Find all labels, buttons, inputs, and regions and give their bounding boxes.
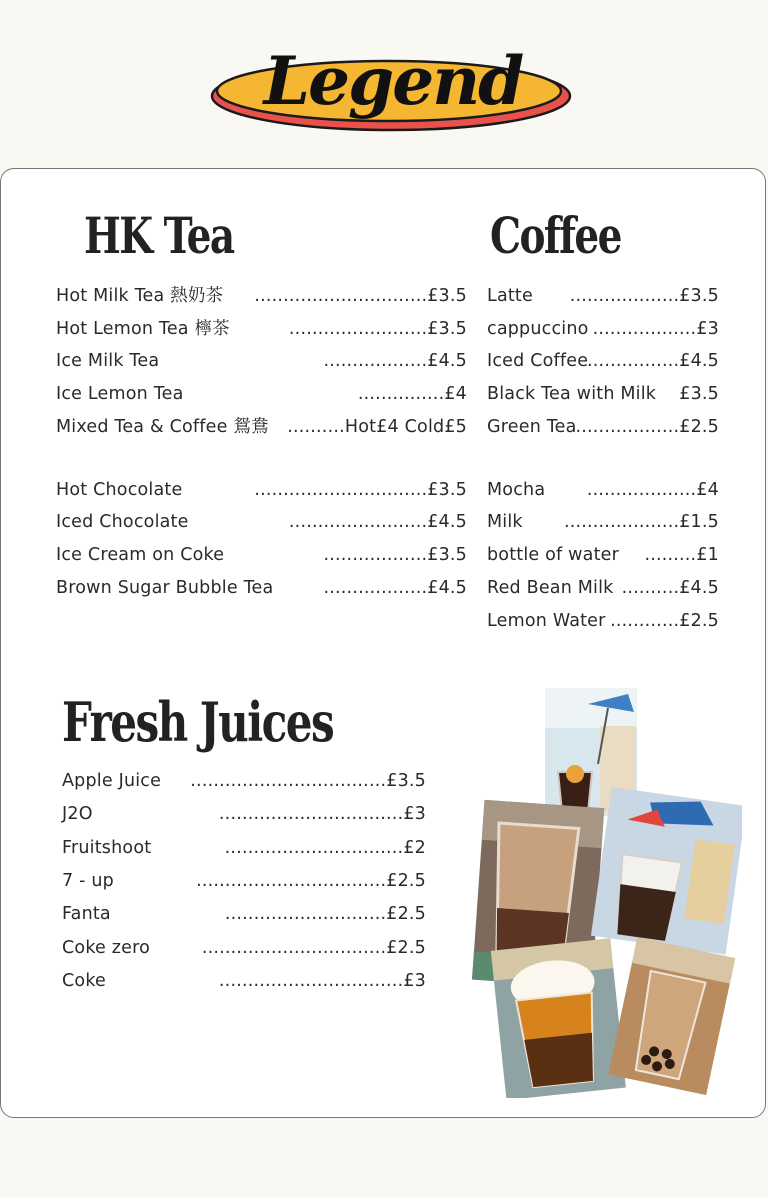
item-price: ....................£1.5 xyxy=(563,512,719,532)
item-name: Black Tea with Milk xyxy=(487,384,657,404)
item-name: Milk xyxy=(487,512,523,532)
menu-item xyxy=(62,970,426,992)
item-price: ...............................£2 xyxy=(224,838,426,858)
item-price: ........................£4.5 xyxy=(288,512,467,532)
menu-item xyxy=(487,544,719,566)
item-name: J2O xyxy=(62,804,93,824)
item-price: ........................£3.5 xyxy=(288,319,467,339)
menu-item xyxy=(56,577,467,599)
menu-item xyxy=(56,318,467,340)
item-name: Ice Cream on Coke xyxy=(56,545,225,565)
item-name: Iced Chocolate xyxy=(56,512,189,532)
item-name: Green Tea xyxy=(487,417,577,437)
item-price: ..................£4.5 xyxy=(323,351,467,371)
item-name: Ice Milk Tea xyxy=(56,351,160,371)
legend-logo xyxy=(210,26,572,136)
hk-tea-heading: HK Tea xyxy=(84,206,234,265)
menu-item xyxy=(62,837,426,859)
logo-text: Legend xyxy=(263,42,523,120)
item-price: ..............................£3.5 xyxy=(254,286,467,306)
menu-item xyxy=(487,511,719,533)
item-name: Red Bean Milk xyxy=(487,578,614,598)
item-price: .........£1 xyxy=(644,545,719,565)
item-price: ...................£4 xyxy=(586,480,719,500)
item-price: ..................£3 xyxy=(592,319,719,339)
item-name: Coke zero xyxy=(62,938,151,958)
menu-item xyxy=(56,383,467,405)
item-price: £3.5 xyxy=(679,384,719,404)
item-price: ............£2.5 xyxy=(610,611,719,631)
drinks-photo-collage xyxy=(470,686,742,1098)
item-name: Coke xyxy=(62,971,107,991)
item-name: Brown Sugar Bubble Tea xyxy=(56,578,274,598)
menu-item xyxy=(487,285,719,307)
item-name: Hot Lemon Tea 檸茶 xyxy=(56,319,230,339)
item-name: Mixed Tea & Coffee 鴛鴦 xyxy=(56,417,269,437)
item-price: ................................£3 xyxy=(218,804,426,824)
item-name: bottle of water xyxy=(487,545,620,565)
item-name: Fruitshoot xyxy=(62,838,152,858)
menu-item xyxy=(62,903,426,925)
item-price: ..........£4.5 xyxy=(621,578,719,598)
menu-item xyxy=(56,511,467,533)
item-name: Mocha xyxy=(487,480,546,500)
item-price: ..................£3.5 xyxy=(323,545,467,565)
menu-item xyxy=(56,416,467,438)
menu-item xyxy=(487,416,719,438)
menu-item xyxy=(487,318,719,340)
whipped-cream-drink-photo xyxy=(491,938,626,1098)
item-name: Ice Lemon Tea xyxy=(56,384,184,404)
item-price: ............................£2.5 xyxy=(224,904,426,924)
item-price: ...................£3.5 xyxy=(569,286,719,306)
item-price: .................................£2.5 xyxy=(196,871,426,891)
item-price: ..........Hot£4 Cold£5 xyxy=(287,417,467,437)
bubble-tea-photo xyxy=(608,937,735,1095)
menu-item xyxy=(487,350,719,372)
ice-cream-coke-photo xyxy=(591,787,742,954)
item-name: Hot Chocolate xyxy=(56,480,183,500)
item-name: Hot Milk Tea 熱奶茶 xyxy=(56,286,224,306)
item-name: Lemon Water xyxy=(487,611,606,631)
menu-item xyxy=(487,577,719,599)
item-price: ..................£4.5 xyxy=(323,578,467,598)
item-price: ..................................£3.5 xyxy=(190,771,426,791)
item-price: ................£4.5 xyxy=(587,351,719,371)
menu-item xyxy=(62,770,426,792)
item-price: ................................£3 xyxy=(218,971,426,991)
menu-item xyxy=(62,803,426,825)
menu-item xyxy=(56,479,467,501)
item-name: cappuccino xyxy=(487,319,589,339)
menu-item xyxy=(56,544,467,566)
menu-item xyxy=(487,383,719,405)
item-price: ...............£4 xyxy=(357,384,467,404)
item-price: ..................£2.5 xyxy=(575,417,719,437)
fresh-juices-heading: Fresh Juices xyxy=(62,690,334,754)
menu-item xyxy=(62,870,426,892)
menu-item xyxy=(56,350,467,372)
item-name: Fanta xyxy=(62,904,111,924)
item-name: 7 - up xyxy=(62,871,114,891)
menu-item xyxy=(62,937,426,959)
menu-item xyxy=(487,479,719,501)
item-name: Iced Coffee xyxy=(487,351,589,371)
menu-item xyxy=(56,285,467,307)
item-name: Latte xyxy=(487,286,533,306)
item-price: ................................£2.5 xyxy=(201,938,426,958)
coffee-heading: Coffee xyxy=(490,206,621,265)
item-price: ..............................£3.5 xyxy=(254,480,467,500)
item-name: Apple Juice xyxy=(62,771,162,791)
menu-item xyxy=(487,610,719,632)
